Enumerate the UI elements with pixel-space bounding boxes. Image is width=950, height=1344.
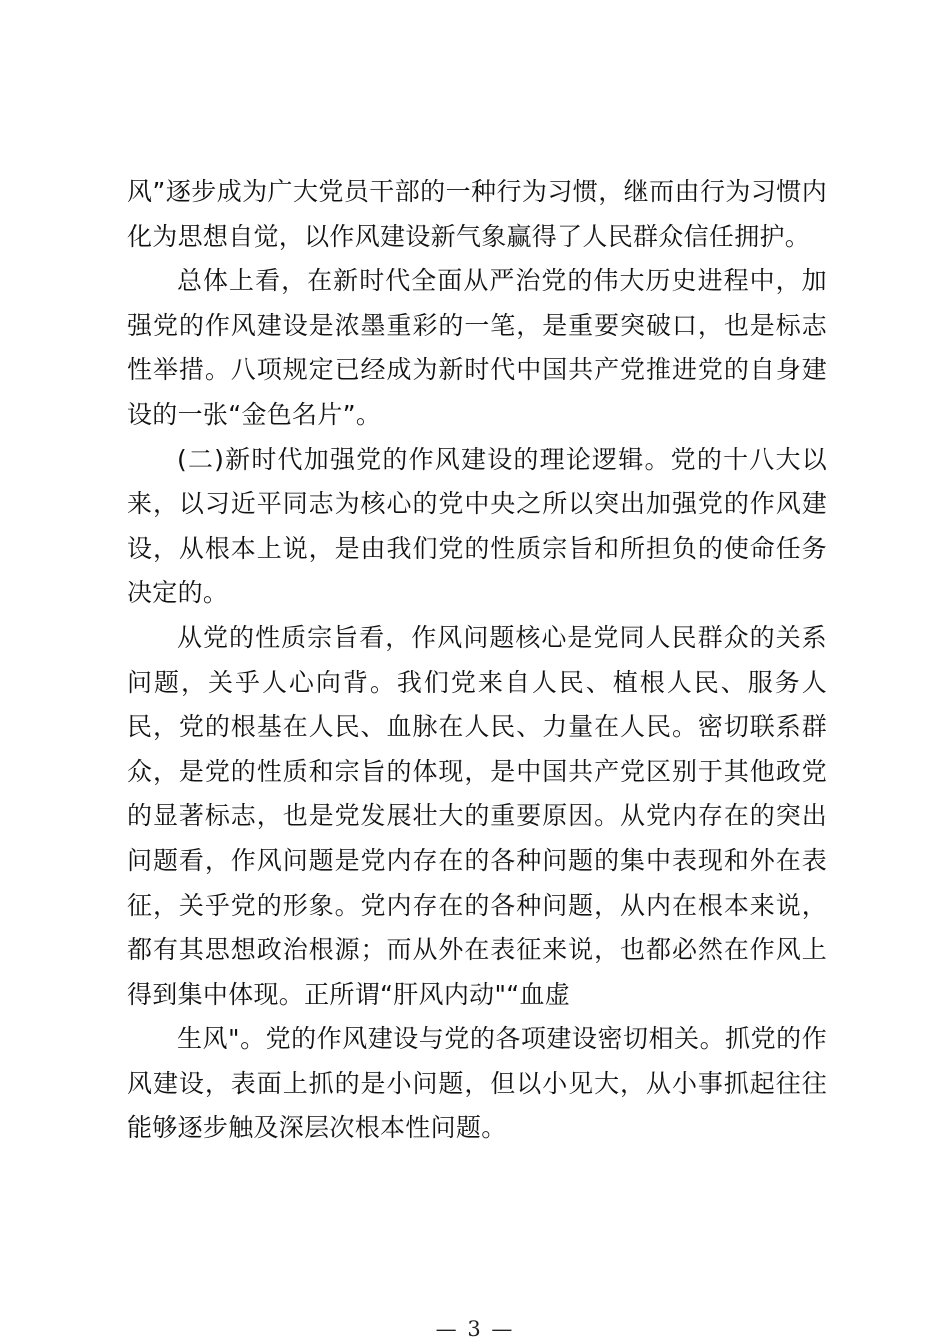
- paragraph: 从党的性质宗旨看，作风问题核心是党同人民群众的关系问题，关乎人心向背。我们党来自人民、植根人民、服务人民，党的根基在人民、血脉在人民、力量在人民。密切联系群众，是党的性质和宗旨的体现，是中国共产党区别于其他政党的显著标志，也是党发展壮大的重要原因。从党内存在的突出问题看，作风问题是党内存在的各种问题的集中表现和外在表征，关乎党的形象。党内存在的各种问题，从内在根本来说，都有其思想政治根源；而从外在表征来说，也都必然在作风上得到集中体现。正所谓“肝风内动"“血虚: [127, 622, 827, 1009]
- body-text: [127, 170, 827, 1151]
- paragraph: 生风"。党的作风建设与党的各项建设密切相关。抓党的作风建设，表面上抓的是小问题，但以小见大，从小事抓起往往能够逐步触及深层次根本性问题。: [127, 1024, 827, 1143]
- page-number: — 3 —: [435, 1317, 515, 1341]
- paragraph: 风”逐步成为广大党员干部的一种行为习惯，继而由行为习惯内化为思想自觉，以作风建设新气象赢得了人民群众信任拥护。: [127, 177, 827, 251]
- paragraph: 总体上看，在新时代全面从严治党的伟大历史进程中，加强党的作风建设是浓墨重彩的一笔，是重要突破口，也是标志性举措。八项规定已经成为新时代中国共产党推进党的自身建设的一张“金色名片”。: [127, 266, 827, 429]
- paragraph: (二)新时代加强党的作风建设的理论逻辑。党的十八大以来，以习近平同志为核心的党中央之所以突出加强党的作风建设，从根本上说，是由我们党的性质宗旨和所担负的使命任务决定的。: [127, 444, 827, 608]
